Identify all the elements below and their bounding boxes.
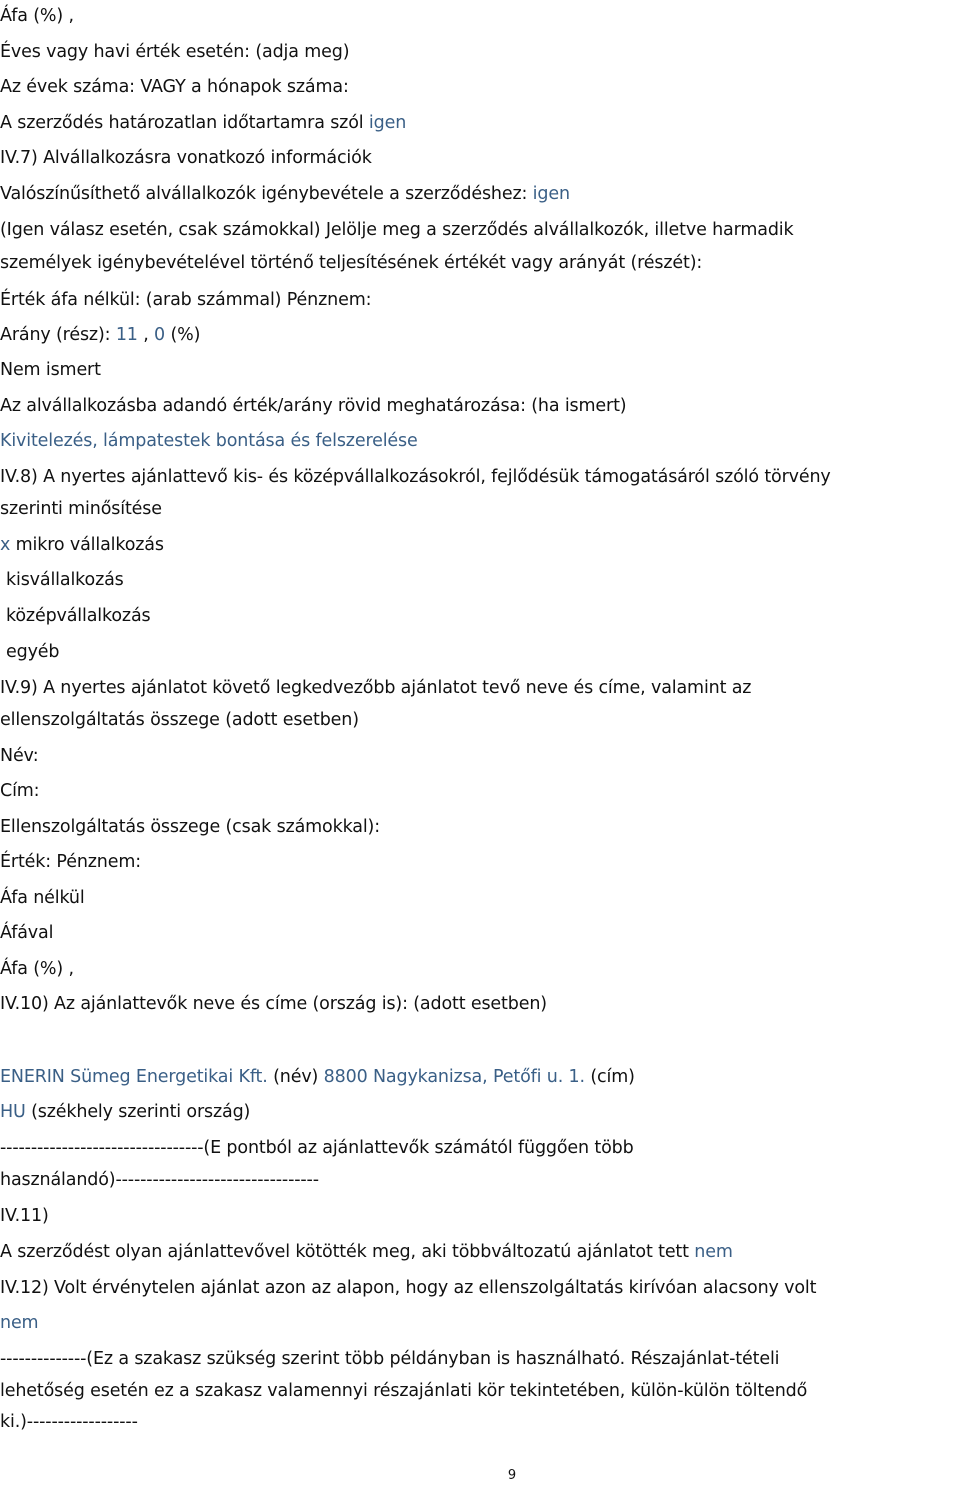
address-label: Cím: [0,781,40,801]
small-enterprise-option: kisvállalkozás [6,570,124,590]
medium-enterprise-option: középvállalkozás [6,606,151,626]
subcontractor-likely-line [0,182,570,206]
value-currency-label: Érték: Pénznem: [0,852,141,872]
section-repeat-note-line-3: ki.)------------------ [0,1412,138,1432]
other-enterprise-option: egyéb [6,642,60,662]
bidder-country-label: (székhely szerinti ország) [31,1102,251,1122]
ratio-separator: , [143,325,149,345]
ratio-label: Arány (rész): [0,325,111,345]
section-iv8-heading-line-1: IV.8) A nyertes ajánlattevő kis- és középvállalkozásokról, fejlődésük támogatásáról szóló törvény [0,467,831,487]
section-iv9-heading-line-2: ellenszolgáltatás összege (adott esetben) [0,710,359,730]
subcontractor-instruction-line-2: személyek igénybevételével történő teljesítésének értékét vagy arányát (részét): [0,253,703,273]
subcontract-description-value: Kivitelezés, lámpatestek bontása és felszerelése [0,431,418,451]
ratio-decimal: 0 [154,325,166,345]
years-months-line: Az évek száma: VAGY a hónapok száma: [0,77,349,97]
bidder-name-label: (név) [273,1067,319,1087]
ratio-unit: (%) [170,325,201,345]
bidder-address: 8800 Nagykanizsa, Petőfi u. 1. [323,1067,585,1087]
value-excl-vat-line: Érték áfa nélkül: (arab számmal) Pénznem: [0,290,372,310]
variant-offer-label: A szerződést olyan ajánlattevővel kötötték meg, aki többváltozatú ajánlatot tett [0,1242,689,1262]
subcontractor-instruction-line-1: (Igen válasz esetén, csak számokkal) Jelölje meg a szerződés alvállalkozók, illetve harmadik [0,220,794,240]
indefinite-duration-line [0,111,406,135]
bidder-repeat-note-line-1: ---------------------------------(E pontból az ajánlattevők számától függően több [0,1138,634,1158]
not-known-line: Nem ismert [0,360,101,380]
ratio-line [0,323,200,347]
section-iv12-heading: IV.12) Volt érvénytelen ajánlat azon az alapon, hogy az ellenszolgáltatás kirívóan alacsony volt [0,1278,817,1298]
section-iv8-heading-line-2: szerinti minősítése [0,499,162,519]
name-label: Név: [0,746,39,766]
indefinite-duration-value: igen [368,113,407,133]
abnormally-low-offer-value: nem [0,1313,39,1333]
variant-offer-line [0,1240,733,1264]
micro-enterprise-option [0,533,164,557]
consideration-amount-label: Ellenszolgáltatás összege (csak számokkal): [0,817,380,837]
subcontract-description-label: Az alvállalkozásba adandó érték/arány rövid meghatározása: (ha ismert) [0,396,627,416]
section-iv10-heading: IV.10) Az ajánlattevők neve és címe (ország is): (adott esetben) [0,994,547,1014]
micro-enterprise-label: mikro vállalkozás [15,535,164,555]
section-iv7-heading: IV.7) Alvállalkozásra vonatkozó információk [0,148,372,168]
bidder-country-line [0,1100,250,1124]
bidder-line [0,1065,635,1089]
subcontractor-likely-value: igen [532,184,570,204]
excl-vat-label: Áfa nélkül [0,888,85,908]
ratio-integer: 11 [115,325,138,345]
bidder-name: ENERIN Sümeg Energetikai Kft. [0,1067,268,1087]
section-iv11-heading: IV.11) [0,1206,49,1226]
section-iv9-heading-line-1: IV.9) A nyertes ajánlatot követő legkedvezőbb ajánlatot tevő neve és címe, valamint az [0,678,752,698]
subcontractor-likely-label: Valószínűsíthető alvállalkozók igénybevétele a szerződéshez: [0,184,528,204]
bidder-repeat-note-line-2: használandó)--------------------------------- [0,1170,319,1190]
section-repeat-note-line-2: lehetőség esetén ez a szakasz valamennyi részajánlati kör tekintetében, külön-külön töltendő [0,1381,808,1401]
bidder-address-label: (cím) [590,1067,635,1087]
variant-offer-value: nem [694,1242,733,1262]
section-repeat-note-line-1: --------------(Ez a szakasz szükség szerint több példányban is használható. Részajánlat-tételi [0,1349,780,1369]
annual-monthly-value-line: Éves vagy havi érték esetén: (adja meg) [0,42,350,62]
micro-enterprise-mark: x [0,535,11,555]
indefinite-duration-label: A szerződés határozatlan időtartamra szól [0,113,364,133]
vat-percent-line-2: Áfa (%) , [0,959,74,979]
page-number: 9 [507,1468,517,1483]
vat-percent-line: Áfa (%) , [0,6,74,26]
bidder-country-code: HU [0,1102,26,1122]
incl-vat-label: Áfával [0,923,54,943]
